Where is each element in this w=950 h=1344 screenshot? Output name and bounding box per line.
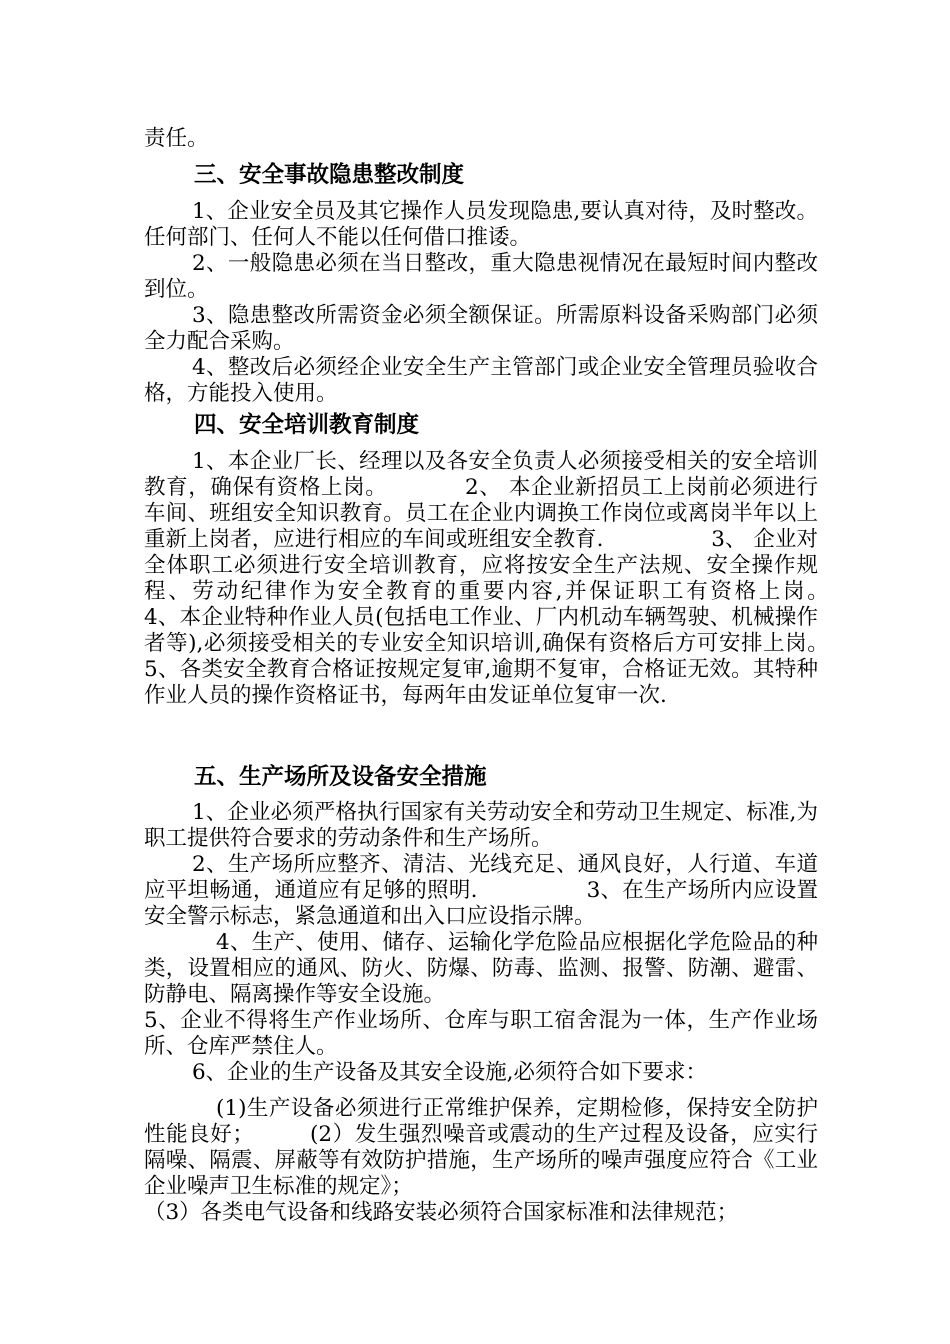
paragraph: (1)生产设备必须进行正常维护保养，定期检修，保持安全防护性能良好； (2）发生强烈噪音或震动的生产过程及设备，应实行隔噪、隔震、屏蔽等有效防护措施，生产场所的噪声强度应符合《工业企业噪声卫生标准的规定》； <box>144 1096 818 1199</box>
paragraph: 2、一般隐患必须在当日整改，重大隐患视情况在最短时间内整改到位。 <box>144 251 818 302</box>
paragraph: 6、企业的生产设备及其安全设施,必须符合如下要求： <box>192 1060 708 1085</box>
section-heading-3 <box>144 160 818 190</box>
section-3-body <box>144 199 818 407</box>
section-5-body <box>144 800 818 1086</box>
paragraph: 4、整改后必须经企业安全生产主管部门或企业安全管理员验收合格，方能投入使用。 <box>144 355 818 406</box>
paragraph: 5、企业不得将生产作业场所、仓库与职工宿舍混为一体，生产作业场所、仓库严禁住人。 <box>144 1008 818 1059</box>
paragraph: 1、本企业厂长、经理以及各安全负责人必须接受相关的安全培训教育，确保有资格上岗。 2、 本企业新招员工上岗前必须进行车间、班组安全知识教育。员工在企业内调换工作岗位或离岗半年以上重新上岗者，应进行相应的车间或班组安全教育. 3、 企业对全体职工必须进行安全培训教育，应将按安全生产法规、安全操作规程、劳动纪律作为安全教育的重要内容,并保证职工有资格上岗。 4、本企业特种作业人员(包括电工作业、厂内机动车辆驾驶、机械操作者等),必须接受相关的专业安全知识培训,确保有资格后方可安排上岗。 5、各类安全教育合格证按规定复审,逾期不复审，合格证无效。其特种作业人员的操作资格证书，每两年由发证单位复审一次. <box>144 449 926 708</box>
section-title: 五、生产场所及设备安全措施 <box>194 764 487 790</box>
section-title: 四、安全培训教育制度 <box>194 412 420 438</box>
paragraph: （3）各类电气设备和线路安装必须符合国家标准和法律规范； <box>144 1200 739 1225</box>
section-title: 三、安全事故隐患整改制度 <box>194 162 465 188</box>
paragraph: 1、企业必须严格执行国家有关劳动安全和劳动卫生规定、标准,为职工提供符合要求的劳动条件和生产场所。 <box>144 800 818 851</box>
paragraph: 3、隐患整改所需资金必须全额保证。所需原料设备采购部门必须全力配合采购。 <box>144 303 818 354</box>
text-continuation <box>144 126 818 152</box>
paragraph: 责任。 <box>144 126 209 151</box>
section-4-body <box>144 449 926 709</box>
section-heading-5 <box>144 762 818 792</box>
section-heading-4 <box>144 410 818 440</box>
paragraph: 4、生产、使用、储存、运输化学危险品应根据化学危险品的种类，设置相应的通风、防火、防爆、防毒、监测、报警、防潮、避雷、防静电、隔离操作等安全设施。 <box>144 930 818 1007</box>
paragraph: 2、生产场所应整齐、清洁、光线充足、通风良好，人行道、车道应平坦畅通，通道应有足够的照明. 3、在生产场所内应设置安全警示标志，紧急通道和出入口应设指示牌。 <box>144 852 818 929</box>
equipment-requirements <box>144 1096 818 1226</box>
paragraph: 1、企业安全员及其它操作人员发现隐患,要认真对待，及时整改。任何部门、任何人不能以任何借口推诿。 <box>144 199 818 250</box>
